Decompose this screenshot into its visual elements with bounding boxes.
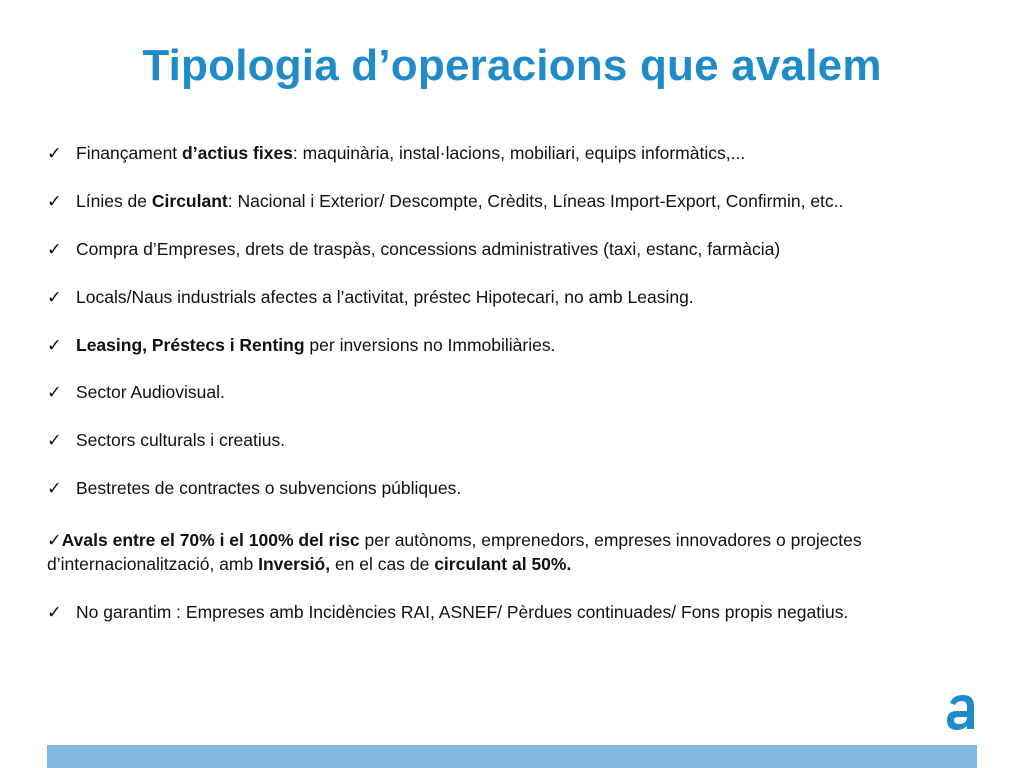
item-text: Línies de: [76, 191, 152, 211]
checkmark-icon: ✓: [47, 335, 62, 355]
list-item-fixed-assets: [47, 141, 987, 165]
checkmark-icon: ✓: [47, 287, 62, 307]
list-item-circulant: [47, 189, 987, 213]
item-text: Finançament: [76, 143, 183, 163]
item-bold-text: Circulant: [151, 191, 228, 211]
checkmark-icon: ✓: [47, 478, 62, 498]
item-text: per autònoms, emprenedors, empreses innovadores o projectes d’internacionalització, amb: [47, 530, 862, 574]
checkmark-icon: ✓: [47, 143, 62, 163]
list-item-company-purchase: [47, 237, 987, 261]
list-item-guarantees: [47, 528, 982, 576]
item-text: No garantim : Empreses amb Incidències RAI, ASNEF/ Pèrdues continuades/ Fons propis negatius.: [76, 602, 849, 622]
list-item-industrial-premises: [47, 285, 987, 309]
list-item-exclusions: [47, 600, 987, 624]
slide-title: Tipologia d’operacions que avalem: [142, 41, 882, 90]
checkmark-icon: ✓: [47, 239, 62, 259]
item-text: Locals/Naus industrials afectes a l’activitat, préstec Hipotecari, no amb Leasing.: [76, 287, 694, 307]
item-text: Sector Audiovisual.: [76, 382, 225, 402]
item-text: Sectors culturals i creatius.: [76, 430, 286, 450]
checkmark-icon: ✓: [47, 530, 62, 550]
list-item-audiovisual: [47, 380, 987, 404]
item-bold-text: Inversió,: [258, 554, 331, 574]
item-bold-text: d’actius fixes: [182, 143, 293, 163]
checkmark-icon: ✓: [47, 191, 62, 211]
checkmark-icon: ✓: [47, 430, 62, 450]
item-text: : maquinària, instal·lacions, mobiliari, equips informàtics,...: [292, 143, 746, 163]
avalis-a-logo-icon: [944, 692, 980, 732]
item-text: per inversions no Immobiliàries.: [304, 335, 556, 355]
checkmark-icon: ✓: [47, 382, 62, 402]
item-text: en el cas de: [330, 554, 435, 574]
checkmark-icon: ✓: [47, 602, 62, 622]
item-text: : Nacional i Exterior/ Descompte, Crèdits, Líneas Import-Export, Confirmin, etc..: [227, 191, 844, 211]
item-bold-text: Avals entre el 70% i el 100% del risc: [61, 530, 360, 550]
list-item-leasing: [47, 333, 987, 357]
list-item-cultural: [47, 428, 987, 452]
item-text: Bestretes de contractes o subvencions públiques.: [76, 478, 462, 498]
list-item-advances: [47, 476, 987, 500]
footer-bar: [47, 745, 977, 768]
item-bold-text: circulant al 50%.: [434, 554, 572, 574]
item-bold-text: Leasing, Préstecs i Renting: [76, 335, 305, 355]
item-text: Compra d’Empreses, drets de traspàs, concessions administratives (taxi, estanc, farmàcia): [76, 239, 781, 259]
